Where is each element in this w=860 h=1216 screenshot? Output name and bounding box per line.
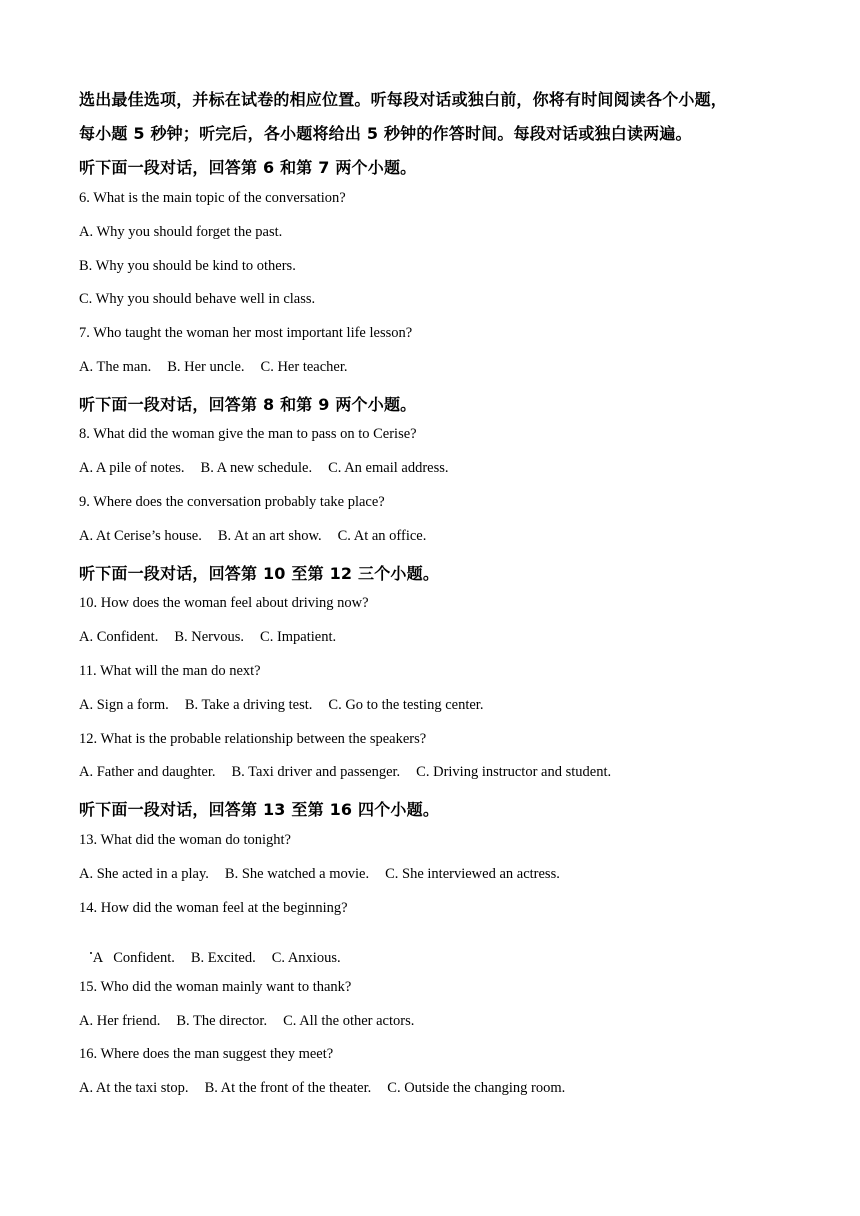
question-13-option-b: B. She watched a movie. <box>224 866 370 882</box>
question-14-option-c: C. Anxious. <box>271 950 341 966</box>
section-heading-q8-q9: 听下面一段对话，回答第 8 和第 9 两个小题。 <box>79 395 417 414</box>
question-6-option-c: C. Why you should behave well in class. <box>79 291 316 307</box>
question-15-options <box>79 1013 414 1030</box>
question-12-option-b: B. Taxi driver and passenger. <box>231 764 401 780</box>
question-9: 9. Where does the conversation probably take place? <box>79 494 385 510</box>
question-10-option-b: B. Nervous. <box>174 629 245 645</box>
question-8: 8. What did the woman give the man to pass on to Cerise? <box>79 426 417 442</box>
question-8-option-a: A. A pile of notes. <box>79 460 185 476</box>
question-16: 16. Where does the man suggest they meet? <box>79 1046 334 1062</box>
question-13: 13. What did the woman do tonight? <box>79 832 291 848</box>
question-11-option-c: C. Go to the testing center. <box>328 697 484 713</box>
question-11: 11. What will the man do next? <box>79 663 261 679</box>
section-heading-q6-q7: 听下面一段对话，回答第 6 和第 7 两个小题。 <box>79 158 417 177</box>
instructions-line-2: 每小题 5 秒钟；听完后，各小题将给出 5 秒钟的作答时间。每段对话或独白读两遍。 <box>79 124 692 143</box>
question-12-option-c: C. Driving instructor and student. <box>416 764 612 780</box>
section-heading-q10-q12: 听下面一段对话，回答第 10 至第 12 三个小题。 <box>79 564 440 583</box>
question-9-option-b: B. At an art show. <box>217 528 322 544</box>
question-15-option-c: C. All the other actors. <box>283 1013 415 1029</box>
question-16-option-a: A. At the taxi stop. <box>79 1080 189 1096</box>
question-15: 15. Who did the woman mainly want to thank? <box>79 979 352 995</box>
question-8-option-c: C. An email address. <box>328 460 449 476</box>
section-heading-q13-q16: 听下面一段对话，回答第 13 至第 16 四个小题。 <box>79 800 440 819</box>
question-6: 6. What is the main topic of the conversation? <box>79 190 346 206</box>
question-15-option-b: B. The director. <box>176 1013 268 1029</box>
question-9-options <box>79 528 426 545</box>
question-7-option-b: B. Her uncle. <box>167 359 245 375</box>
question-13-options <box>79 866 560 883</box>
question-6-option-b: B. Why you should be kind to others. <box>79 258 296 274</box>
instructions-line-1: 选出最佳选项，并标在试卷的相应位置。听每段对话或独白前，你将有时间阅读各个小题， <box>79 90 728 109</box>
question-16-option-c: C. Outside the changing room. <box>387 1080 566 1096</box>
question-14: 14. How did the woman feel at the beginning? <box>79 900 348 916</box>
question-7: 7. Who taught the woman her most important life lesson? <box>79 325 413 341</box>
question-12: 12. What is the probable relationship between the speakers? <box>79 731 427 747</box>
question-14-option-a: A Confident. <box>92 950 175 966</box>
question-15-option-a: A. Her friend. <box>79 1013 161 1029</box>
question-14-option-b: B. Excited. <box>190 950 256 966</box>
question-10: 10. How does the woman feel about driving now? <box>79 595 369 611</box>
question-11-option-a: A. Sign a form. <box>79 697 169 713</box>
question-16-options <box>79 1080 565 1097</box>
question-7-option-a: A. The man. <box>79 359 152 375</box>
question-11-option-b: B. Take a driving test. <box>184 697 313 713</box>
question-8-options <box>79 460 449 477</box>
question-7-option-c: C. Her teacher. <box>260 359 348 375</box>
question-10-options <box>79 629 336 646</box>
question-9-option-c: C. At an office. <box>337 528 427 544</box>
question-12-option-a: A. Father and daughter. <box>79 764 216 780</box>
question-14-options <box>79 933 341 984</box>
question-13-option-c: C. She interviewed an actress. <box>385 866 560 882</box>
question-10-option-c: C. Impatient. <box>260 629 337 645</box>
question-7-options <box>79 359 348 376</box>
question-10-option-a: A. Confident. <box>79 629 159 645</box>
question-12-options <box>79 764 611 781</box>
question-8-option-b: B. A new schedule. <box>200 460 313 476</box>
question-6-option-a: A. Why you should forget the past. <box>79 224 283 240</box>
question-13-option-a: A. She acted in a play. <box>79 866 209 882</box>
stray-dot-mark <box>90 952 92 954</box>
question-16-option-b: B. At the front of the theater. <box>204 1080 372 1096</box>
question-9-option-a: A. At Cerise’s house. <box>79 528 202 544</box>
question-11-options <box>79 697 483 714</box>
